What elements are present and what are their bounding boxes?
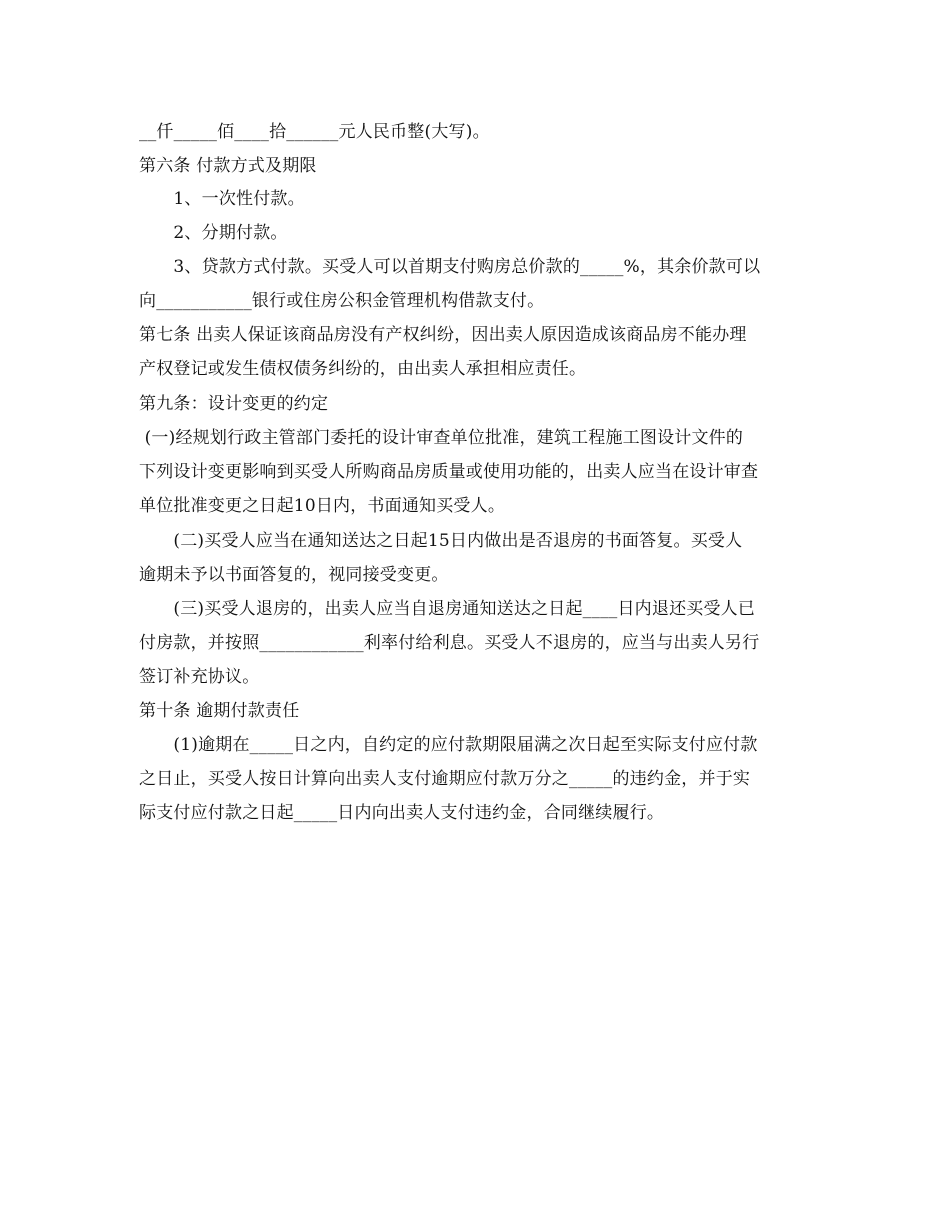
section-heading: 第十条 逾期付款责任 [139, 701, 300, 721]
section-heading: 第七条 出卖人保证该商品房没有产权纠纷，因出卖人原因造成该商品房不能办理 [139, 325, 747, 345]
text-line: 逾期未予以书面答复的，视同接受变更。 [139, 565, 449, 585]
text-line: 单位批准变更之日起10日内，书面通知买受人。 [139, 496, 506, 516]
text-line: 向___________银行或住房公积金管理机构借款支付。 [139, 291, 545, 311]
section-heading: 第九条：设计变更的约定 [139, 394, 329, 414]
text-line: 产权登记或发生债权债务纠纷的，由出卖人承担相应责任。 [139, 359, 587, 379]
text-line: (1)逾期在_____日之内，自约定的应付款期限届满之次日起至实际支付应付款 [139, 735, 758, 755]
text-line: 签订补充协议。 [139, 667, 260, 687]
text-line: (一)经规划行政主管部门委托的设计审查单位批准，建筑工程施工图设计文件的 [139, 428, 744, 448]
text-line: (二)买受人应当在通知送达之日起15日内做出是否退房的书面答复。买受人 [139, 531, 743, 551]
text-line: 1、一次性付款。 [139, 189, 305, 209]
text-line: 之日止，买受人按日计算向出卖人支付逾期应付款万分之_____的违约金，并于实 [139, 769, 751, 789]
text-line: __仟_____佰____拾______元人民币整(大写)。 [139, 122, 490, 142]
text-line: 3、贷款方式付款。买受人可以首期支付购房总价款的_____%，其余价款可以 [139, 257, 761, 277]
section-heading: 第六条 付款方式及期限 [139, 156, 317, 176]
text-line: 2、分期付款。 [139, 223, 288, 243]
text-line: 下列设计变更影响到买受人所购商品房质量或使用功能的，出卖人应当在设计审查 [139, 462, 759, 482]
text-line: (三)买受人退房的，出卖人应当自退房通知送达之日起____日内退还买受人已 [139, 599, 756, 619]
text-line: 际支付应付款之日起_____日内向出卖人支付违约金，合同继续履行。 [139, 803, 665, 823]
text-line: 付房款，并按照____________利率付给利息。买受人不退房的，应当与出卖人另行 [139, 633, 760, 653]
